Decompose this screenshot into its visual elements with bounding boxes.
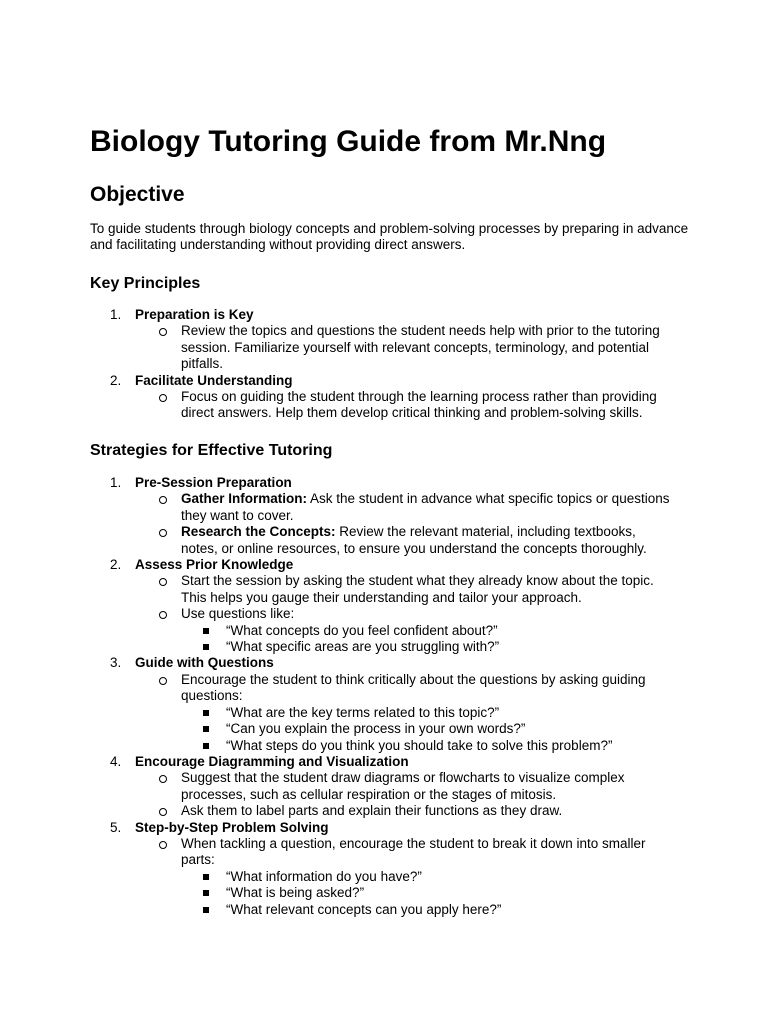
sub-item-text (181, 803, 670, 819)
sub-item-body: Ask them to label parts and explain their functions as they draw. (181, 803, 563, 819)
sub-item-text (181, 836, 670, 869)
sub-list (135, 491, 670, 557)
sub-item-body: Suggest that the student draw diagrams or flowcharts to visualize complex processes, such as cellular respiration or the stages of mitosis. (181, 770, 625, 802)
sub-list (135, 573, 670, 655)
square-bullet-icon (203, 628, 209, 634)
item-title: Preparation is Key (135, 307, 254, 322)
circle-bullet-icon (159, 529, 167, 537)
strategies-heading: Strategies for Effective Tutoring (90, 442, 333, 459)
circle-bullet-icon (159, 328, 167, 336)
objective-heading: Objective (90, 183, 185, 206)
sub-list (135, 672, 670, 754)
bullet-text: “What relevant concepts can you apply here?” (226, 901, 502, 917)
bullet-item (226, 705, 670, 721)
sub-item-text (181, 524, 670, 557)
bullet-item (226, 623, 670, 639)
bullet-text: “Can you explain the process in your own words?” (226, 721, 526, 737)
bullet-item (226, 885, 670, 901)
sub-item-text (181, 770, 670, 803)
circle-bullet-icon (159, 808, 167, 816)
page-title: Biology Tutoring Guide from Mr.Nng (90, 125, 607, 158)
list-item (0, 655, 670, 753)
sub-item (181, 770, 670, 803)
list-item (0, 820, 670, 918)
sub-list (135, 389, 670, 422)
sub-item (181, 672, 670, 754)
circle-bullet-icon (159, 496, 167, 504)
item-number: 1. (110, 307, 122, 322)
circle-bullet-icon (159, 841, 167, 849)
bullet-item (226, 738, 670, 754)
sub-list (135, 836, 670, 918)
item-number: 2. (110, 372, 122, 388)
sub-item-text (181, 672, 670, 705)
list-item (0, 754, 670, 820)
square-bullet-icon (203, 890, 209, 896)
square-bullet-icon (203, 743, 209, 749)
sub-item (181, 323, 670, 372)
square-bullet-icon (203, 726, 209, 732)
strategies-list (0, 475, 670, 918)
item-title: Facilitate Understanding (135, 372, 293, 388)
sub-item-body: Review the relevant material, including textbooks, notes, or online resources, to ensure you understand the concepts thoroughly. (181, 524, 647, 556)
sub-item-body: Ask the student in advance what specific topics or questions they want to cover. (181, 491, 670, 523)
sub-item-text (181, 606, 670, 622)
item-title: Step-by-Step Problem Solving (135, 819, 329, 835)
sub-item-body: Start the session by asking the student what they already know about the topic. This helps you gauge their understanding and tailor your approach. (181, 573, 654, 605)
sub-list (135, 323, 670, 372)
square-bullet-icon (203, 644, 209, 650)
bullet-item (226, 639, 670, 655)
sub-item-label: Research the Concepts: (181, 524, 336, 540)
bullet-list (181, 869, 670, 918)
list-item (0, 475, 670, 557)
bullet-text: “What information do you have?” (226, 868, 422, 884)
list-item (0, 373, 670, 422)
item-number: 2. (110, 557, 122, 573)
sub-item-body: Use questions like: (181, 606, 295, 622)
bullet-text: “What steps do you think you should take to solve this problem?” (226, 737, 613, 753)
sub-item (181, 389, 670, 422)
sub-item-body: Focus on guiding the student through the learning process rather than providing direct answers. Help them develop critical thinking and problem-solving skills. (181, 389, 657, 421)
item-title: Pre-Session Preparation (135, 475, 292, 490)
bullet-item (226, 721, 670, 737)
bullet-list (181, 705, 670, 754)
key-principles-list (0, 307, 670, 422)
sub-item (181, 491, 670, 524)
circle-bullet-icon (159, 578, 167, 586)
circle-bullet-icon (159, 394, 167, 402)
item-number: 1. (110, 475, 122, 490)
bullet-list (181, 623, 670, 656)
bullet-text: “What are the key terms related to this topic?” (226, 704, 500, 720)
bullet-item (226, 902, 670, 918)
circle-bullet-icon (159, 775, 167, 783)
sub-item (181, 836, 670, 918)
sub-item-text (181, 389, 670, 422)
item-number: 4. (110, 753, 122, 769)
sub-item-body: Review the topics and questions the student needs help with prior to the tutoring session. Familiarize yourself with relevant concepts, terminology, and potential pitfalls. (181, 323, 660, 372)
sub-item-body: Encourage the student to think critically about the questions by asking guiding questions: (181, 671, 646, 704)
sub-item-text (181, 573, 670, 606)
item-title: Assess Prior Knowledge (135, 557, 294, 573)
sub-item (181, 606, 670, 655)
square-bullet-icon (203, 907, 209, 913)
circle-bullet-icon (159, 611, 167, 619)
square-bullet-icon (203, 874, 209, 880)
list-item (0, 307, 670, 373)
sub-item-text (181, 323, 670, 372)
sub-item-label: Gather Information: (181, 491, 308, 507)
square-bullet-icon (203, 710, 209, 716)
sub-item (181, 803, 670, 819)
key-principles-heading: Key Principles (90, 275, 201, 292)
sub-item-body: When tackling a question, encourage the student to break it down into smaller parts: (181, 835, 646, 868)
sub-item (181, 573, 670, 606)
bullet-text: “What concepts do you feel confident about?” (226, 622, 498, 638)
bullet-text: “What specific areas are you struggling with?” (226, 639, 500, 655)
item-title: Encourage Diagramming and Visualization (135, 753, 409, 769)
sub-list (135, 770, 670, 819)
bullet-text: “What is being asked?” (226, 885, 365, 901)
sub-item-text (181, 491, 670, 524)
objective-text: To guide students through biology concepts and problem-solving processes by preparing in advance and facilitating understanding without providing direct answers. (90, 221, 689, 253)
item-number: 5. (110, 819, 122, 835)
list-item (0, 557, 670, 655)
sub-item (181, 524, 670, 557)
circle-bullet-icon (159, 677, 167, 685)
item-title: Guide with Questions (135, 655, 274, 671)
bullet-item (226, 869, 670, 885)
item-number: 3. (110, 655, 122, 671)
